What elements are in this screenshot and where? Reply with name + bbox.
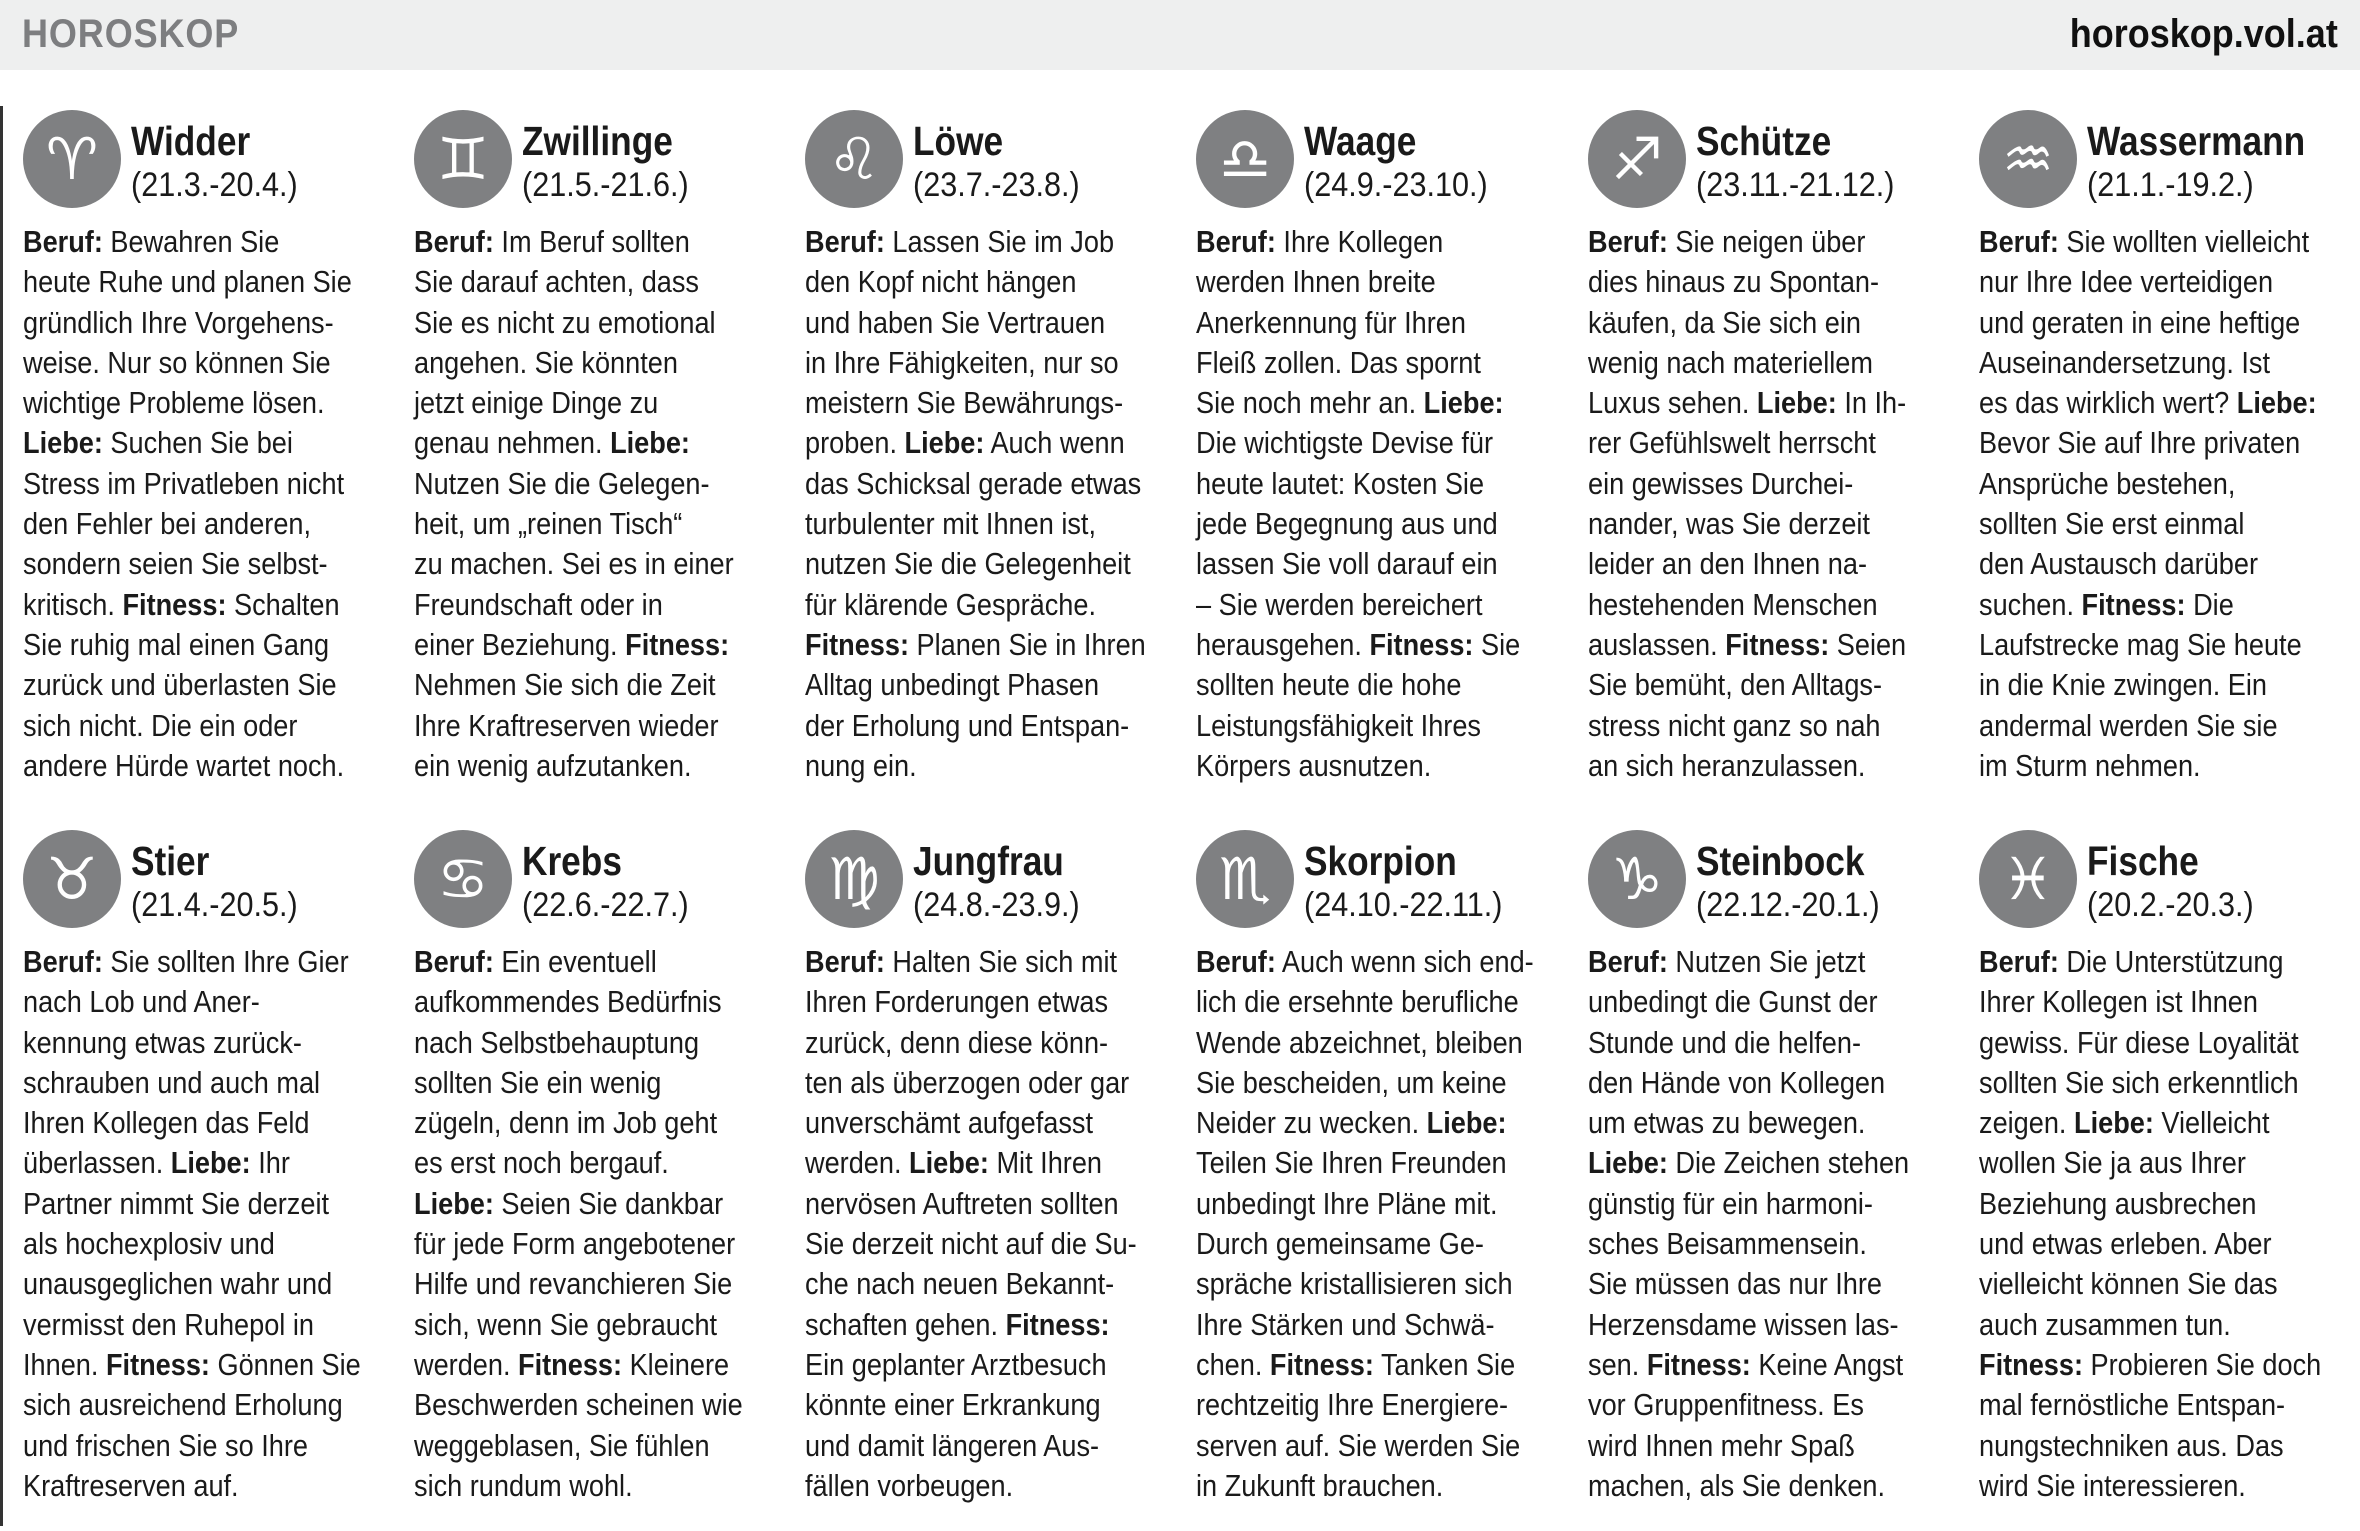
text-line: an sich heranzulassen. [1588, 747, 1866, 783]
horoscope-text [1979, 222, 2317, 786]
category-label: Liebe: [2074, 1105, 2154, 1141]
text-line: Beruf: Im Beruf sollten [414, 224, 690, 259]
sign-dates: (24.10.-22.11.) [1304, 886, 1503, 924]
text-line: Die wichtigste Devise für [1196, 425, 1493, 461]
scales-icon: ♎ [1196, 110, 1294, 208]
text-line: Ihren Kollegen das Feld [23, 1105, 310, 1141]
text-line: und geraten in eine heftige [1979, 304, 2301, 340]
text-line: nutzen Sie die Gelegenheit [805, 546, 1131, 582]
sign-name: Krebs [522, 838, 622, 884]
text-line: Sie bemüht, den Alltags- [1588, 667, 1883, 703]
text-line: Sie darauf achten, dass [414, 264, 700, 300]
text-line: sich, wenn Sie gebraucht [414, 1306, 718, 1342]
text-line: Fitness: Probieren Sie doch [1979, 1346, 2322, 1382]
text-line: und haben Sie Vertrauen [805, 304, 1106, 340]
text-line: Durch gemeinsame Ge- [1196, 1226, 1484, 1262]
text-line: das Schicksal gerade etwas [805, 465, 1142, 501]
category-label: Fitness: [1369, 626, 1474, 662]
text-line: wird Sie interessieren. [1979, 1467, 2246, 1503]
text-line: Liebe: Seien Sie dankbar [414, 1185, 724, 1221]
text-line: nungstechniken aus. Das [1979, 1427, 2284, 1463]
category-label: Beruf: [414, 224, 494, 259]
text-line: Sie derzeit nicht auf die Su- [805, 1226, 1137, 1262]
site-link[interactable]: horoskop.vol.at [2069, 12, 2338, 56]
text-line: heute Ruhe und planen Sie [23, 264, 352, 300]
sign-name: Waage [1304, 118, 1417, 164]
category-label: Liebe: [1423, 385, 1504, 421]
category-label: Fitness: [105, 1346, 210, 1382]
horoscope-text [1196, 222, 1520, 786]
sign-name: Stier [131, 838, 210, 884]
sign-name: Löwe [913, 118, 1004, 164]
text-line: Beruf: Auch wenn sich end- [1196, 944, 1534, 979]
bull-icon: ♉ [23, 830, 121, 928]
text-line: Kraftreserven auf. [23, 1467, 239, 1503]
horoscope-text [23, 222, 352, 786]
text-line: che nach neuen Bekannt- [805, 1266, 1115, 1302]
text-line: Körpers ausnutzen. [1196, 747, 1432, 783]
text-line: weise. Nur so können Sie [23, 344, 331, 380]
text-line: Beruf: Lassen Sie im Job [805, 224, 1115, 259]
text-line: leider an den Ihnen na- [1588, 546, 1868, 582]
water-bearer-icon: ♒ [1979, 110, 2077, 208]
text-line: Sie bescheiden, um keine [1196, 1064, 1507, 1100]
horoscope-text [1588, 942, 1909, 1506]
category-label: Liebe: [414, 1185, 494, 1221]
category-label: Liebe: [904, 425, 985, 461]
text-line: Teilen Sie Ihren Freunden [1196, 1145, 1507, 1181]
text-line: sich ausreichend Erholung [23, 1387, 343, 1423]
text-line: es erst noch bergauf. [414, 1145, 669, 1181]
text-line: Nutzen Sie die Gelegen- [414, 465, 710, 501]
section-title: HOROSKOP [22, 12, 240, 56]
sign-dates: (24.9.-23.10.) [1304, 166, 1488, 204]
crab-icon: ♋ [414, 830, 512, 928]
header-bar [0, 0, 2360, 70]
text-line: werden. Fitness: Kleinere [414, 1346, 730, 1382]
text-line: zeigen. Liebe: Vielleicht [1979, 1105, 2270, 1141]
text-line: sich nicht. Die ein oder [23, 707, 298, 743]
category-label: Liebe: [909, 1145, 989, 1181]
category-label: Liebe: [2236, 385, 2317, 421]
sign-dates: (23.7.-23.8.) [913, 166, 1080, 204]
text-line: proben. Liebe: Auch wenn [805, 425, 1125, 461]
category-label: Liebe: [170, 1145, 251, 1181]
sign-dates: (22.6.-22.7.) [522, 886, 689, 924]
text-line: Sie noch mehr an. Liebe: [1196, 385, 1504, 421]
horoscope-text [1979, 942, 2321, 1506]
text-line: serven auf. Sie werden Sie [1196, 1427, 1521, 1463]
text-line: sollten heute die hohe [1196, 667, 1462, 703]
text-line: sondern seien Sie selbst- [23, 546, 328, 582]
sign-name: Schütze [1696, 118, 1832, 164]
text-line: sen. Fitness: Keine Angst [1588, 1346, 1904, 1382]
text-line: den Kopf nicht hängen [805, 264, 1077, 300]
text-line: und etwas erleben. Aber [1979, 1226, 2272, 1262]
text-line: turbulenter mit Ihnen ist, [805, 506, 1096, 542]
text-line: könnte einer Erkrankung [805, 1387, 1101, 1423]
category-label: Beruf: [1979, 224, 2059, 259]
category-label: Liebe: [610, 425, 690, 461]
text-line: Fleiß zollen. Das spornt [1196, 344, 1481, 380]
text-line: unbedingt die Gunst der [1588, 984, 1878, 1020]
text-line: sollten Sie sich erkenntlich [1979, 1064, 2299, 1100]
lion-icon: ♌ [805, 110, 903, 208]
text-line: Herzensdame wissen las- [1588, 1306, 1899, 1342]
text-line: unverschämt aufgefasst [805, 1105, 1093, 1141]
text-line: Beziehung ausbrechen [1979, 1185, 2257, 1221]
text-line: werden. Liebe: Mit Ihren [805, 1145, 1102, 1181]
category-label: Liebe: [1756, 385, 1837, 421]
category-label: Beruf: [23, 944, 103, 979]
text-line: in Zukunft brauchen. [1196, 1467, 1444, 1503]
sign-dates: (21.4.-20.5.) [131, 886, 298, 924]
text-line: jetzt einige Dinge zu [414, 385, 659, 421]
text-line: Stress im Privatleben nicht [23, 465, 345, 501]
text-line: zurück und überlasten Sie [23, 667, 337, 703]
text-line: auch zusammen tun. [1979, 1306, 2231, 1342]
sign-dates: (23.11.-21.12.) [1696, 166, 1895, 204]
twins-icon: ♊ [414, 110, 512, 208]
text-line: sches Beisammensein. [1588, 1226, 1867, 1262]
text-line: heit, um „reinen Tisch“ [414, 506, 683, 542]
text-line: überlassen. Liebe: Ihr [23, 1145, 290, 1181]
category-label: Fitness: [625, 626, 730, 662]
text-line: in Ihre Fähigkeiten, nur so [805, 344, 1119, 380]
category-label: Fitness: [122, 586, 227, 622]
text-line: Alltag unbedingt Phasen [805, 667, 1100, 703]
horoscope-text [805, 222, 1146, 786]
text-line: rechtzeitig Ihre Energiere- [1196, 1387, 1509, 1423]
category-label: Liebe: [1426, 1105, 1507, 1141]
category-label: Liebe: [1588, 1145, 1668, 1181]
category-label: Beruf: [23, 224, 103, 259]
text-line: aufkommendes Bedürfnis [414, 984, 722, 1020]
text-line: angehen. Sie könnten [414, 344, 678, 380]
category-label: Beruf: [1588, 224, 1668, 259]
text-line: andermal werden Sie sie [1979, 707, 2278, 743]
text-line: um etwas zu bewegen. [1588, 1105, 1866, 1141]
text-line: unausgeglichen wahr und [23, 1266, 333, 1302]
text-line: nach Lob und Aner- [23, 984, 260, 1020]
text-line: spräche kristallisieren sich [1196, 1266, 1513, 1302]
text-line: schaften gehen. Fitness: [805, 1306, 1110, 1342]
text-line: unbedingt Ihre Pläne mit. [1196, 1185, 1498, 1221]
text-line: der Erholung und Entspan- [805, 707, 1130, 743]
text-line: den Hände von Kollegen [1588, 1064, 1886, 1100]
category-label: Fitness: [518, 1346, 623, 1382]
text-line: käufen, da Sie sich ein [1588, 304, 1861, 340]
text-line: heute lautet: Kosten Sie [1196, 465, 1485, 501]
text-line: kritisch. Fitness: Schalten [23, 586, 340, 622]
text-line: rer Gefühlswelt herrscht [1588, 425, 1876, 461]
text-line: ein wenig aufzutanken. [414, 747, 692, 783]
text-line: Neider zu wecken. Liebe: [1196, 1105, 1507, 1141]
text-line: für klärende Gespräche. [805, 586, 1097, 622]
text-line: auslassen. Fitness: Seien [1588, 626, 1907, 662]
horoscope-text [414, 222, 734, 786]
text-line: suchen. Fitness: Die [1979, 586, 2234, 622]
text-line: Ansprüche bestehen, [1979, 465, 2236, 501]
category-label: Fitness: [1269, 1346, 1374, 1382]
category-label: Beruf: [414, 944, 494, 979]
scorpion-icon: ♏ [1196, 830, 1294, 928]
sign-name: Steinbock [1696, 838, 1865, 884]
text-line: Auseinandersetzung. Ist [1979, 344, 2271, 380]
text-line: Beschwerden scheinen wie [414, 1387, 743, 1423]
text-line: Ihren Forderungen etwas [805, 984, 1109, 1020]
text-line: Beruf: Ein eventuell [414, 944, 657, 979]
text-line: Bevor Sie auf Ihre privaten [1979, 425, 2301, 461]
text-line: Ein geplanter Arztbesuch [805, 1346, 1107, 1382]
text-line: Laufstrecke mag Sie heute [1979, 626, 2302, 662]
category-label: Fitness: [1005, 1306, 1110, 1342]
text-line: ten als überzogen oder gar [805, 1064, 1130, 1100]
text-line: kennung etwas zurück- [23, 1024, 302, 1060]
text-line: Anerkennung für Ihren [1196, 304, 1466, 340]
text-line: günstig für ein harmoni- [1588, 1185, 1873, 1221]
text-line: Beruf: Halten Sie sich mit [805, 944, 1118, 979]
text-line: Sie ruhig mal einen Gang [23, 626, 330, 662]
category-label: Liebe: [23, 425, 103, 461]
text-line: Ihre Stärken und Schwä- [1196, 1306, 1495, 1342]
horoscope-text [805, 942, 1137, 1506]
text-line: sollten Sie erst einmal [1979, 506, 2245, 542]
text-line: in die Knie zwingen. Ein [1979, 667, 2268, 703]
text-line: nach Selbstbehauptung [414, 1024, 700, 1060]
text-line: machen, als Sie denken. [1588, 1467, 1886, 1503]
text-line: fällen vorbeugen. [805, 1467, 1014, 1503]
text-line: Ihre Kraftreserven wieder [414, 707, 719, 743]
text-line: schrauben und auch mal [23, 1064, 321, 1100]
sign-dates: (22.12.-20.1.) [1696, 886, 1880, 924]
text-line: zurück, denn diese könn- [805, 1024, 1109, 1060]
text-line: meistern Sie Bewährungs- [805, 385, 1124, 421]
sign-dates: (20.2.-20.3.) [2087, 886, 2254, 924]
text-line: mal fernöstliche Entspan- [1979, 1387, 2286, 1423]
text-line: vielleicht können Sie das [1979, 1266, 2278, 1302]
text-line: dies hinaus zu Spontan- [1588, 264, 1880, 300]
sign-name: Widder [131, 118, 251, 164]
text-line: Hilfe und revanchieren Sie [414, 1266, 733, 1302]
sign-dates: (21.5.-21.6.) [522, 166, 689, 204]
text-line: es das wirklich wert? Liebe: [1979, 385, 2317, 421]
category-label: Fitness: [1725, 626, 1830, 662]
text-line: sollten Sie ein wenig [414, 1064, 662, 1100]
text-line: Partner nimmt Sie derzeit [23, 1185, 330, 1221]
horoscope-text [1196, 942, 1534, 1506]
text-line: nander, was Sie derzeit [1588, 506, 1870, 542]
text-line: Leistungsfähigkeit Ihres [1196, 707, 1481, 743]
goat-icon: ♑ [1588, 830, 1686, 928]
category-label: Beruf: [1196, 944, 1276, 979]
sign-dates: (21.3.-20.4.) [131, 166, 298, 204]
sign-name: Fische [2087, 838, 2199, 884]
category-label: Fitness: [2081, 586, 2186, 622]
text-line: und frischen Sie so Ihre [23, 1427, 308, 1463]
text-line: wird Ihnen mehr Spaß [1588, 1427, 1855, 1463]
text-line: Wende abzeichnet, bleiben [1196, 1024, 1523, 1060]
horoscope-text [1588, 222, 1906, 786]
sign-dates: (21.1.-19.2.) [2087, 166, 2254, 204]
text-line: gewiss. Für diese Loyalität [1979, 1024, 2299, 1060]
text-line: Beruf: Ihre Kollegen [1196, 224, 1444, 259]
text-line: ein gewisses Durchei- [1588, 465, 1854, 501]
text-line: Fitness: Planen Sie in Ihren [805, 626, 1146, 662]
text-line: lassen Sie voll darauf ein [1196, 546, 1498, 582]
text-line: wichtige Probleme lösen. [23, 385, 325, 421]
text-line: zu machen. Sei es in einer [414, 546, 734, 582]
fish-icon: ♓ [1979, 830, 2077, 928]
text-line: Liebe: Die Zeichen stehen [1588, 1145, 1910, 1181]
text-line: Beruf: Die Unterstützung [1979, 944, 2284, 979]
text-line: den Fehler bei anderen, [23, 506, 312, 542]
horoscope-text [23, 942, 361, 1506]
text-line: weggeblasen, Sie fühlen [414, 1427, 710, 1463]
sign-name: Jungfrau [913, 838, 1064, 884]
text-line: den Austausch darüber [1979, 546, 2258, 582]
text-line: gründlich Ihre Vorgehens- [23, 304, 334, 340]
text-line: Nehmen Sie sich die Zeit [414, 667, 716, 703]
text-line: Freundschaft oder in [414, 586, 663, 622]
category-label: Beruf: [805, 224, 885, 259]
text-line: lich die ersehnte berufliche [1196, 984, 1519, 1020]
text-line: Liebe: Suchen Sie bei [23, 425, 293, 461]
text-line: zügeln, denn im Job geht [414, 1105, 718, 1141]
text-line: nung ein. [805, 747, 917, 783]
text-line: werden Ihnen breite [1196, 264, 1436, 300]
text-line: nervösen Auftreten sollten [805, 1185, 1119, 1221]
ram-icon: ♈ [23, 110, 121, 208]
text-line: Ihnen. Fitness: Gönnen Sie [23, 1346, 361, 1382]
text-line: wenig nach materiellem [1588, 344, 1873, 380]
text-line: Sie es nicht zu emotional [414, 304, 716, 340]
text-line: Beruf: Nutzen Sie jetzt [1588, 944, 1866, 979]
text-line: genau nehmen. Liebe: [414, 425, 690, 461]
text-line: Sie müssen das nur Ihre [1588, 1266, 1883, 1302]
text-line: nur Ihre Idee verteidigen [1979, 264, 2274, 300]
category-label: Beruf: [1588, 944, 1668, 979]
text-line: herausgehen. Fitness: Sie [1196, 626, 1521, 662]
text-line: chen. Fitness: Tanken Sie [1196, 1346, 1516, 1382]
category-label: Fitness: [1979, 1346, 2084, 1382]
text-line: wollen Sie ja aus Ihrer [1979, 1145, 2246, 1181]
text-line: Beruf: Sie neigen über [1588, 224, 1866, 259]
text-line: Beruf: Sie sollten Ihre Gier [23, 944, 349, 979]
text-line: andere Hürde wartet noch. [23, 747, 345, 783]
text-line: als hochexplosiv und [23, 1226, 275, 1262]
text-line: jede Begegnung aus und [1196, 506, 1498, 542]
text-line: vermisst den Ruhepol in [23, 1306, 314, 1342]
category-label: Fitness: [1646, 1346, 1751, 1382]
text-line: vor Gruppenfitness. Es [1588, 1387, 1864, 1423]
virgin-icon: ♍ [805, 830, 903, 928]
category-label: Beruf: [805, 944, 885, 979]
text-line: – Sie werden bereichert [1196, 586, 1483, 622]
text-line: hestehenden Menschen [1588, 586, 1878, 622]
text-line: Beruf: Bewahren Sie [23, 224, 280, 259]
category-label: Fitness: [805, 626, 910, 662]
text-line: Beruf: Sie wollten vielleicht [1979, 224, 2310, 259]
left-rule [0, 106, 3, 1526]
text-line: einer Beziehung. Fitness: [414, 626, 730, 662]
sign-name: Skorpion [1304, 838, 1457, 884]
sign-name: Wassermann [2087, 118, 2306, 164]
text-line: Ihrer Kollegen ist Ihnen [1979, 984, 2258, 1020]
horoscope-text [414, 942, 743, 1506]
archer-icon: ♐ [1588, 110, 1686, 208]
text-line: im Sturm nehmen. [1979, 747, 2201, 783]
text-line: stress nicht ganz so nah [1588, 707, 1881, 743]
text-line: und damit längeren Aus- [805, 1427, 1100, 1463]
category-label: Beruf: [1979, 944, 2059, 979]
sign-dates: (24.8.-23.9.) [913, 886, 1080, 924]
text-line: Luxus sehen. Liebe: In Ih- [1588, 385, 1907, 421]
text-line: für jede Form angebotener [414, 1226, 736, 1262]
category-label: Beruf: [1196, 224, 1276, 259]
sign-name: Zwillinge [522, 118, 673, 164]
text-line: Stunde und die helfen- [1588, 1024, 1861, 1060]
text-line: sich rundum wohl. [414, 1467, 633, 1503]
